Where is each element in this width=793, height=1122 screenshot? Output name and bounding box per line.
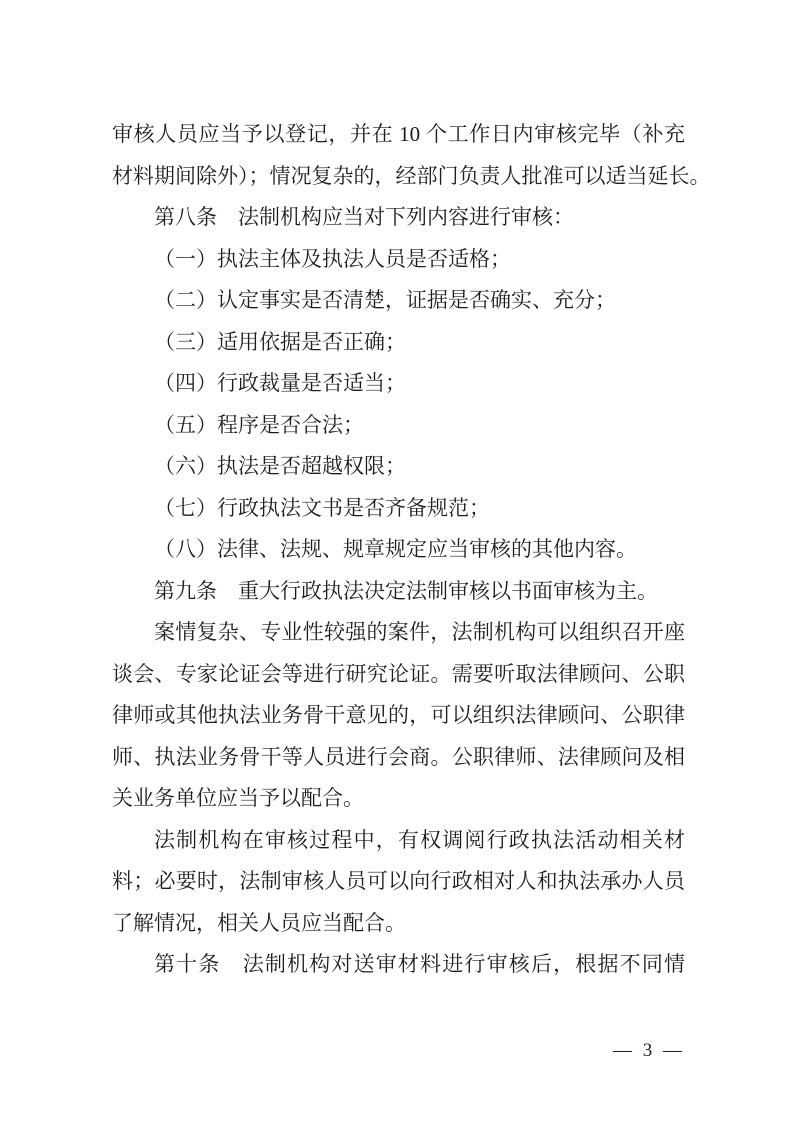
text-line: 法制机构在审核过程中，有权调阅行政执法活动相关材 [154, 827, 685, 852]
text-line: 案情复杂、专业性较强的案件，法制机构可以组织召开座 [154, 620, 685, 644]
text-line: 料；必要时，法制审核人员可以向行政相对人和执法承办人员 [112, 869, 685, 893]
text-line: 律师或其他执法业务骨干意见的，可以组织法律顾问、公职律 [112, 703, 685, 727]
text-line: 师、执法业务骨干等人员进行会商。公职律师、法律顾问及相 [112, 744, 685, 769]
text-line: （一）执法主体及执法人员是否适格； [154, 246, 511, 271]
text-line: 审核人员应当予以登记，并在 10 个工作日内审核完毕（补充 [112, 122, 685, 146]
text-line: 第八条 法制机构应当对下列内容进行审核： [154, 205, 574, 229]
text-line: 材料期间除外）；情况复杂的，经部门负责人批准可以适当延长。 [112, 163, 711, 188]
text-line: 关业务单位应当予以配合。 [112, 786, 364, 810]
text-line: 了解情况，相关人员应当配合。 [112, 910, 406, 935]
text-line: （五）程序是否合法； [154, 412, 364, 437]
text-line: （四）行政裁量是否适当； [154, 371, 406, 395]
text-line: （二）认定事实是否清楚，证据是否确实、充分； [154, 288, 616, 312]
text-line: 第九条 重大行政执法决定法制审核以书面审核为主。 [154, 578, 658, 603]
page-number: — 3 — [613, 1040, 685, 1061]
text-block [112, 114, 711, 986]
text-line: （八）法律、法规、规章规定应当审核的其他内容。 [154, 537, 637, 561]
text-line: 谈会、专家论证会等进行研究论证。需要听取法律顾问、公职 [112, 661, 685, 686]
text-line: （六）执法是否超越权限； [154, 454, 406, 478]
text-line: 第十条 法制机构对送审材料进行审核后，根据不同情 [154, 952, 685, 976]
text-line: （七）行政执法文书是否齐备规范； [154, 495, 490, 520]
text-line: （三）适用依据是否正确； [154, 329, 406, 354]
